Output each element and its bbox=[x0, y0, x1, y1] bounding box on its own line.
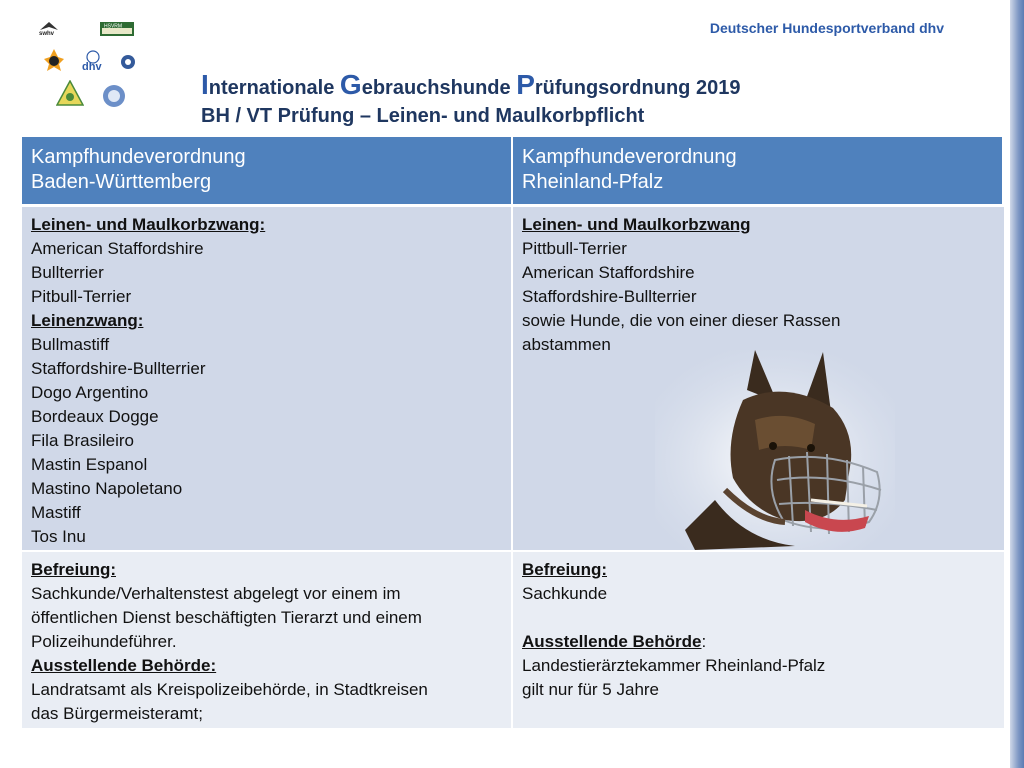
section-title: Befreiung: bbox=[522, 560, 607, 579]
breed: Dogo Argentino bbox=[31, 383, 149, 402]
title-initial: P bbox=[516, 69, 535, 100]
breed: American Staffordshire bbox=[522, 263, 695, 282]
slide-title bbox=[201, 71, 740, 130]
bw-exemption: Befreiung: Sachkunde/Verhaltenstest abgelegt vor einem im öffentlichen Dienst beschäftigten Tierarzt und einem Polizeihundeführer. Ausstellende Behörde: Landratsamt als Kreispolizeibehörde, in Stadtkreisen das Bürgermeisteramt; bbox=[22, 552, 513, 728]
title-initial: G bbox=[339, 69, 362, 100]
breed: Mastin Espanol bbox=[31, 455, 148, 474]
title-line-2: BH / VT Prüfung – Leinen- und Maulkorbpflicht bbox=[201, 105, 645, 127]
section-title: Ausstellende Behörde: bbox=[31, 656, 217, 675]
header-rheinland-pfalz: Kampfhundeverordnung Rheinland-Pfalz bbox=[513, 137, 1004, 207]
breed-note: abstammen bbox=[522, 335, 611, 354]
title-initial: I bbox=[201, 69, 209, 100]
rp-exemption: Befreiung: Sachkunde Ausstellende Behörde: Landestierärztekammer Rheinland-Pfalz gilt nur für 5 Jahre bbox=[513, 552, 1004, 728]
triangle-logo bbox=[56, 80, 84, 106]
breed: Staffordshire-Bullterrier bbox=[522, 287, 697, 306]
section-title: Befreiung: bbox=[31, 560, 116, 579]
dhv-logo bbox=[78, 50, 108, 72]
logo-cluster bbox=[30, 18, 150, 118]
breed: Mastiff bbox=[31, 503, 81, 522]
breed-note: sowie Hunde, die von einer dieser Rassen bbox=[522, 311, 841, 330]
breed: Pittbull-Terrier bbox=[522, 239, 627, 258]
bw-breed-list bbox=[22, 207, 513, 552]
svg-text:dhv: dhv bbox=[82, 61, 102, 72]
breed: Mastino Napoletano bbox=[31, 479, 183, 498]
round-logo bbox=[102, 84, 126, 108]
breed: Pitbull-Terrier bbox=[31, 287, 132, 306]
fire-dog-logo bbox=[42, 48, 66, 72]
muzzled-dog-image bbox=[655, 350, 895, 550]
breed: American Staffordshire bbox=[31, 239, 204, 258]
section-title: Leinenzwang: bbox=[31, 311, 144, 330]
ball-logo bbox=[120, 54, 136, 70]
breed: Tos Inu bbox=[31, 527, 86, 546]
title-line-1: Internationale Gebrauchshunde Prüfungsordnung 2019 bbox=[201, 69, 741, 100]
section-title: Leinen- und Maulkorbzwang bbox=[522, 215, 751, 234]
hsvrm-logo bbox=[100, 22, 134, 36]
section-title: Ausstellende Behörde bbox=[522, 632, 702, 651]
breed: Bullmastiff bbox=[31, 335, 110, 354]
svg-text:swhv: swhv bbox=[39, 31, 55, 36]
header-baden-wuerttemberg: Kampfhundeverordnung Baden-Württemberg bbox=[22, 137, 513, 207]
breed: Bordeaux Dogge bbox=[31, 407, 159, 426]
organization-name: Deutscher Hundesportverband dhv bbox=[709, 20, 944, 36]
svg-text:HSVRM: HSVRM bbox=[104, 23, 123, 30]
swhv-logo bbox=[38, 20, 60, 36]
breed: Staffordshire-Bullterrier bbox=[31, 359, 206, 378]
slide-edge-bar bbox=[1010, 0, 1024, 768]
breed: Fila Brasileiro bbox=[31, 431, 134, 450]
breed: Bullterrier bbox=[31, 263, 104, 282]
section-title: Leinen- und Maulkorbzwang: bbox=[31, 215, 266, 234]
